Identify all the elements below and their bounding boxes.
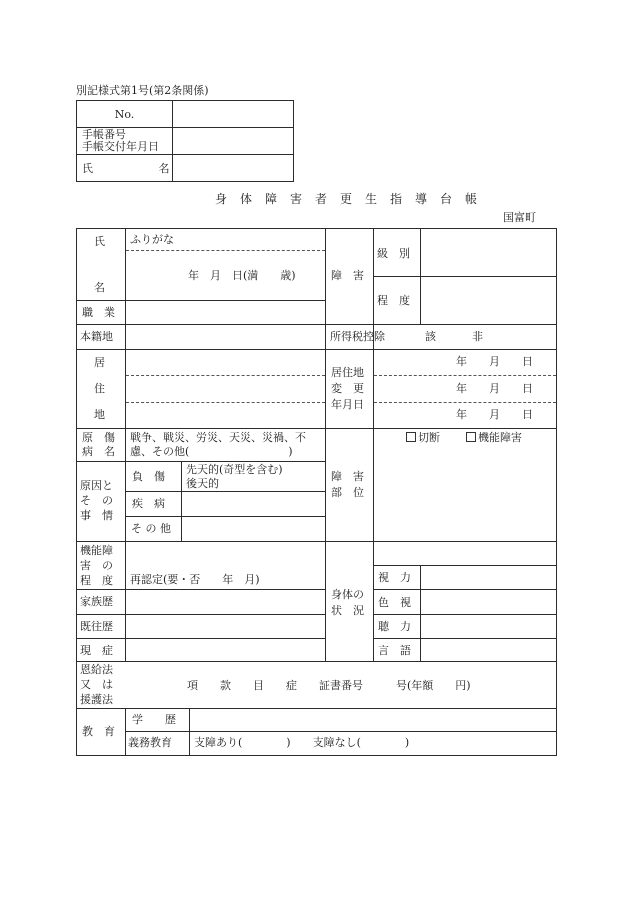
no-field[interactable] [173, 101, 294, 128]
residence-change-label-1: 居住地 [331, 366, 364, 379]
rule [373, 276, 556, 277]
rule [76, 614, 325, 615]
recertification-label: 再認定(要・否 年 月) [130, 573, 260, 586]
cause-options-1: 戦争、戦災、労災、天災、災禍、不 [130, 431, 306, 444]
no-label: No. [77, 101, 173, 128]
name-label-b: 名 [94, 281, 105, 294]
rule [126, 491, 325, 492]
rule [126, 516, 325, 517]
tax-deduction-label: 所得税控除 [330, 330, 385, 343]
education-label: 教 育 [82, 725, 115, 738]
rule [76, 324, 557, 325]
hearing-label: 聴 力 [378, 620, 411, 633]
illness-label: 疾 病 [132, 497, 165, 510]
dashed-rule [126, 375, 325, 376]
id-name-label-b: 名 [158, 162, 170, 175]
dysfunction-label: 機能障害 [478, 431, 522, 444]
rule [373, 565, 556, 566]
rule [125, 708, 126, 756]
rule [420, 565, 421, 661]
body-condition-label-2: 状 況 [331, 604, 364, 617]
func-label-2: 害 の [80, 559, 113, 572]
dashed-rule [126, 402, 325, 403]
amputation-label: 切断 [418, 431, 440, 444]
residence-change-label-3: 年月日 [331, 398, 364, 411]
furigana-label: ふりがな [130, 233, 174, 246]
name-label-a: 氏 [94, 235, 105, 248]
birth-date-label: 年 月 日(満 歳) [188, 269, 296, 282]
handbook-label [77, 128, 173, 155]
origin-label-3: 事 情 [80, 509, 113, 522]
origin-label-2: そ の [80, 494, 113, 507]
func-label-3: 程 度 [80, 574, 113, 587]
dashed-rule [374, 375, 556, 376]
rule [189, 708, 190, 756]
residence-label-2: 住 [94, 382, 105, 395]
pension-law-label-3: 援護法 [80, 693, 113, 706]
residence-change-label-2: 変 更 [331, 382, 364, 395]
other-label: そ の 他 [131, 522, 171, 535]
handbook-field[interactable] [173, 128, 294, 155]
frame-top [76, 228, 557, 229]
rule [373, 349, 374, 661]
checkbox-icon [466, 432, 476, 442]
dysfunction-checkbox[interactable] [466, 432, 522, 445]
past-history-label: 既往歴 [80, 620, 113, 633]
dashed-rule [374, 402, 556, 403]
change-date-1: 年 月 日 [456, 355, 533, 368]
rule [76, 541, 557, 542]
site-label-1: 障 害 [331, 470, 364, 483]
page-title: 身体障害者更生指導台帳 [215, 192, 491, 206]
honseki-label: 本籍地 [80, 330, 113, 343]
frame-left [76, 228, 77, 756]
grade-label: 級 別 [377, 247, 410, 260]
checkbox-icon [406, 432, 416, 442]
id-name-label-a: 氏 [82, 162, 93, 175]
injury-label: 負 傷 [132, 470, 165, 483]
body-condition-label-1: 身体の [331, 588, 364, 601]
pension-law-label-2: 又 は [80, 678, 113, 691]
degree-label: 程 度 [377, 294, 410, 307]
rule [126, 731, 557, 732]
pension-details: 項 款 目 症 証書番号 号(年額 円) [187, 679, 471, 692]
id-name-field[interactable] [173, 155, 294, 182]
town-name: 国富町 [503, 211, 536, 224]
acquired-option: 後天的 [186, 477, 219, 490]
disability-label: 障 害 [331, 269, 364, 282]
family-history-label: 家族歴 [80, 595, 113, 608]
amputation-checkbox[interactable] [406, 432, 440, 445]
rule [76, 300, 325, 301]
handbook-id-table [76, 100, 294, 182]
id-name-label [77, 155, 173, 182]
rule [325, 228, 326, 661]
education-history-label: 学 歴 [132, 713, 176, 726]
change-date-2: 年 月 日 [456, 382, 533, 395]
color-vision-label: 色 視 [378, 596, 411, 609]
cause-options-2: 慮、その他( ) [130, 445, 293, 458]
rule [181, 461, 182, 541]
rule [76, 349, 557, 350]
speech-label: 言 語 [378, 644, 411, 657]
func-label-1: 機能障 [80, 544, 113, 557]
compulsory-education-label: 義務教育 [128, 736, 172, 749]
rule [76, 661, 557, 662]
rule [76, 589, 325, 590]
vision-label: 視 力 [378, 571, 411, 584]
compulsory-education-options: 支障あり( ) 支障なし( ) [194, 736, 410, 749]
form-reference: 別記様式第1号(第2条関係) [76, 84, 209, 97]
cause-label-1: 原 傷 [82, 431, 115, 444]
rule [76, 638, 325, 639]
residence-label-1: 居 [94, 356, 105, 369]
rule [76, 708, 557, 709]
site-label-2: 部 位 [331, 486, 364, 499]
rule [373, 589, 556, 590]
handbook-no-label: 手帳番号 [82, 127, 126, 141]
tax-not-applicable-option[interactable]: 非 [472, 330, 483, 343]
frame-right [556, 228, 557, 756]
current-symptoms-label: 現 症 [80, 644, 113, 657]
dashed-rule [126, 250, 325, 251]
occupation-label: 職 業 [82, 306, 115, 319]
rule [76, 428, 557, 429]
tax-applicable-option[interactable]: 該 [425, 330, 436, 343]
rule [125, 228, 126, 661]
origin-label-1: 原因と [80, 479, 113, 492]
rule [76, 461, 325, 462]
cause-label-2: 病 名 [82, 445, 115, 458]
congenital-option: 先天的(奇型を含む) [186, 463, 283, 476]
rule [420, 228, 421, 324]
frame-bottom [76, 755, 557, 756]
change-date-3: 年 月 日 [456, 408, 533, 421]
handbook-date-label: 手帳交付年月日 [82, 140, 159, 153]
residence-label-3: 地 [94, 408, 105, 421]
rule [373, 614, 556, 615]
rule [373, 638, 556, 639]
pension-law-label-1: 恩給法 [80, 663, 113, 676]
